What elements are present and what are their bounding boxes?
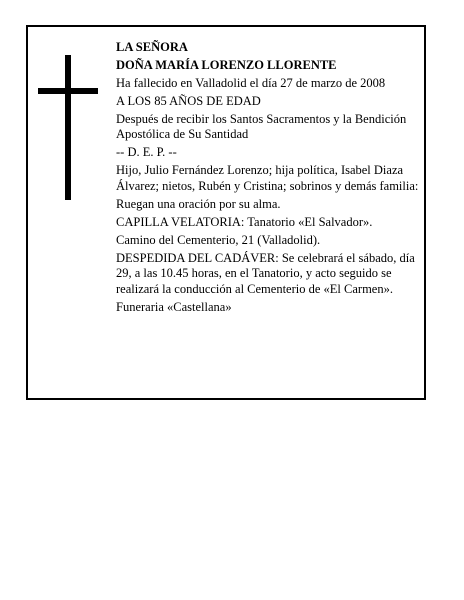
obituary-notice [26,25,426,400]
deceased-name: DOÑA MARÍA LORENZO LLORENTE [116,58,337,72]
rip-line: -- D. E. P. -- [116,145,177,160]
obituary-text [116,40,426,318]
funeral-home: Funeraria «Castellana» [116,299,232,314]
family-list: Hijo, Julio Fernández Lorenzo; hija política, Isabel Diaza Álvarez; nietos, Rubén y Cristina; sobrinos y demás familia: [116,163,419,193]
cross-vertical-bar [65,55,71,200]
age-statement: A LOS 85 AÑOS DE EDAD [116,94,261,108]
farewell-details: DESPEDIDA DEL CADÁVER: Se celebrará el sábado, día 29, a las 10.45 horas, en el Tanatorio, y acto seguido se realizará la conducción al Cementerio de «El Carmen». [116,250,415,296]
sacraments-statement: Después de recibir los Santos Sacramentos y la Bendición Apostólica de Su Santidad [116,112,407,142]
wake-address: Camino del Cementerio, 21 (Valladolid). [116,232,321,247]
title-line-1: LA SEÑORA [116,40,188,54]
cross-horizontal-bar [38,88,98,94]
prayer-request: Ruegan una oración por su alma. [116,196,281,211]
cross-icon [38,55,98,200]
death-statement: Ha fallecido en Valladolid el día 27 de marzo de 2008 [116,76,386,90]
wake-location: CAPILLA VELATORIA: Tanatorio «El Salvador». [116,214,373,229]
